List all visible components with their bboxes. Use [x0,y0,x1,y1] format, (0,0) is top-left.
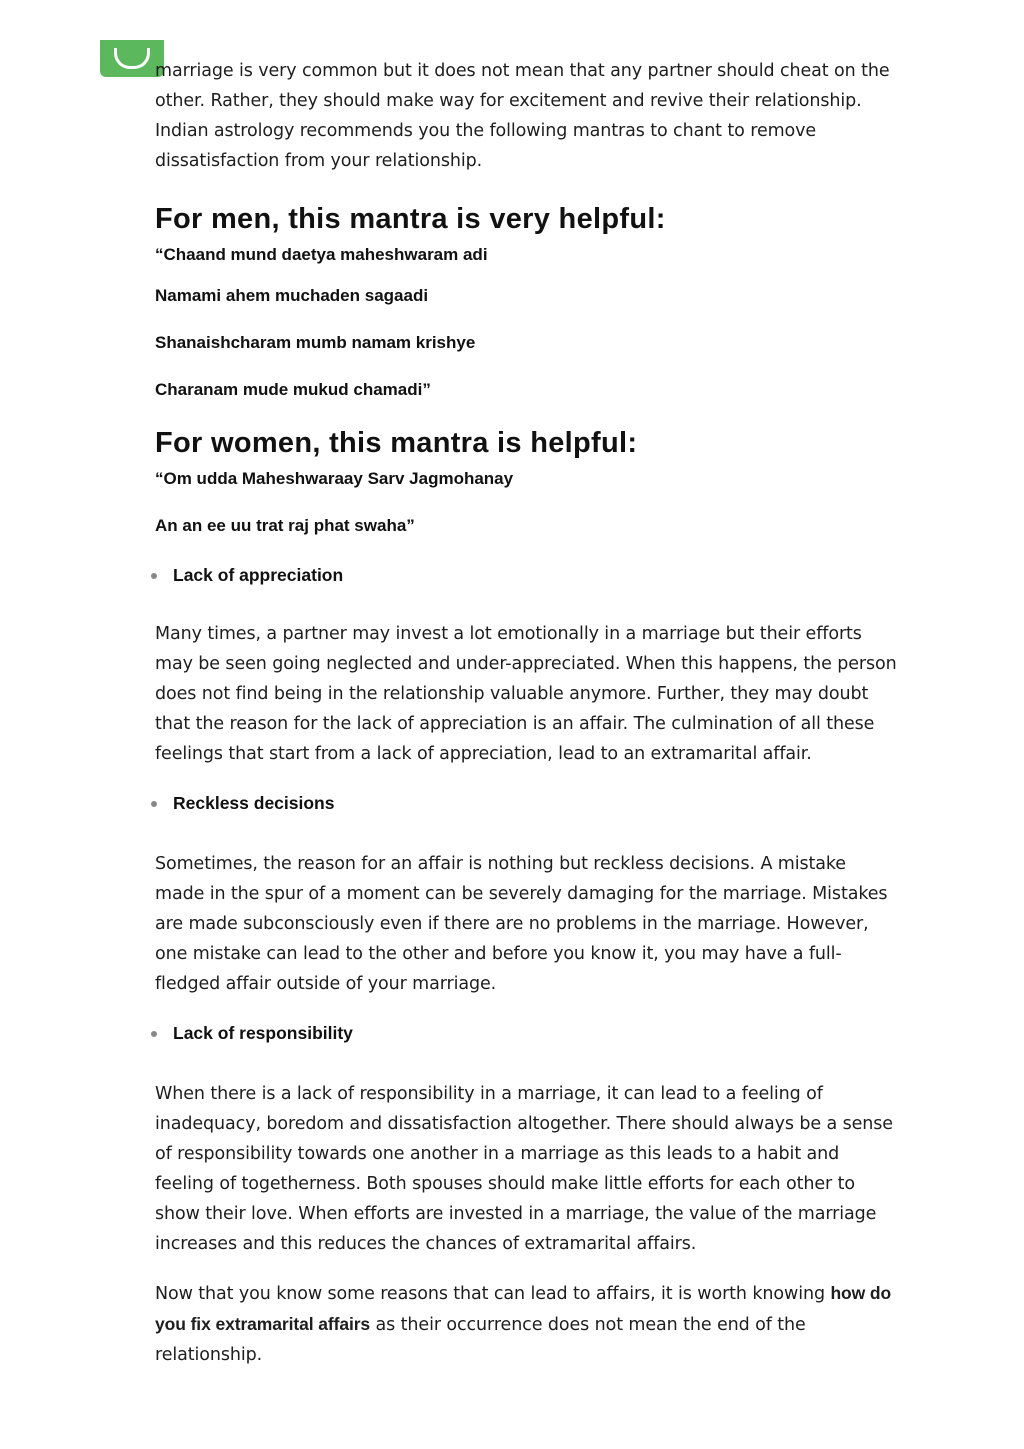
section-paragraph: When there is a lack of responsibility in a marriage, it can lead to a feeling of inadequacy, boredom and dissatisfaction altogether. There should always be a sense of responsibility towards one another in a marriage as this leads to a habit and feeling of togetherness. Both spouses should make little efforts for each other to show their love. When efforts are invested in a marriage, the value of the marriage increases and this reduces the chances of extramarital affairs. [155,1084,893,1254]
section-title: Reckless decisions [155,791,900,815]
closing-paragraph: Now that you know some reasons that can lead to affairs, it is worth knowing how do you fix extramarital affairs as their occurrence does not mean the end of the relationship. [155,1283,892,1365]
chat-bubble-icon [114,48,150,69]
mantra-line: Charanam mude mukud chamadi” [155,380,431,399]
men-mantra-heading: For men, this mantra is very helpful: [155,203,666,235]
women-mantra-heading: For women, this mantra is helpful: [155,427,638,459]
bullet-icon [151,801,157,807]
bullet-icon [151,1031,157,1037]
men-mantra [155,244,900,401]
women-mantra [155,468,900,537]
section-title: Lack of appreciation [155,563,900,587]
intro-paragraph: marriage is very common but it does not mean that any partner should cheat on the other. Rather, they should make way for excitement and revive their relationship. Indian astrology recommends you the following mantras to chant to remove dissatisfaction from your relationship. [155,61,890,171]
section-title: Lack of responsibility [155,1021,900,1045]
bullet-icon [151,573,157,579]
mantra-line: Shanaishcharam mumb namam krishye [155,333,476,352]
fix-affairs-link[interactable]: how do you fix extramarital affairs [155,1283,892,1334]
mantra-line: An an ee uu trat raj phat swaha” [155,516,415,535]
mantra-line: Namami ahem muchaden sagaadi [155,286,429,305]
mantra-line: “Chaand mund daetya maheshwaram adi [155,245,488,264]
section-paragraph: Sometimes, the reason for an affair is nothing but reckless decisions. A mistake made in the spur of a moment can be severely damaging for the marriage. Mistakes are made subconsciously even if there are no problems in the marriage. However, one mistake can lead to the other and before you know it, you may have a full-fledged affair outside of your marriage. [155,854,888,994]
article-content [155,56,900,1370]
mantra-line: “Om udda Maheshwaraay Sarv Jagmohanay [155,469,514,488]
section-paragraph: Many times, a partner may invest a lot emotionally in a marriage but their efforts may be seen going neglected and under-appreciated. When this happens, the person does not find being in the relationship valuable anymore. Further, they may doubt that the reason for the lack of appreciation is an affair. The culmination of all these feelings that start from a lack of appreciation, lead to an extramarital affair. [155,624,897,764]
